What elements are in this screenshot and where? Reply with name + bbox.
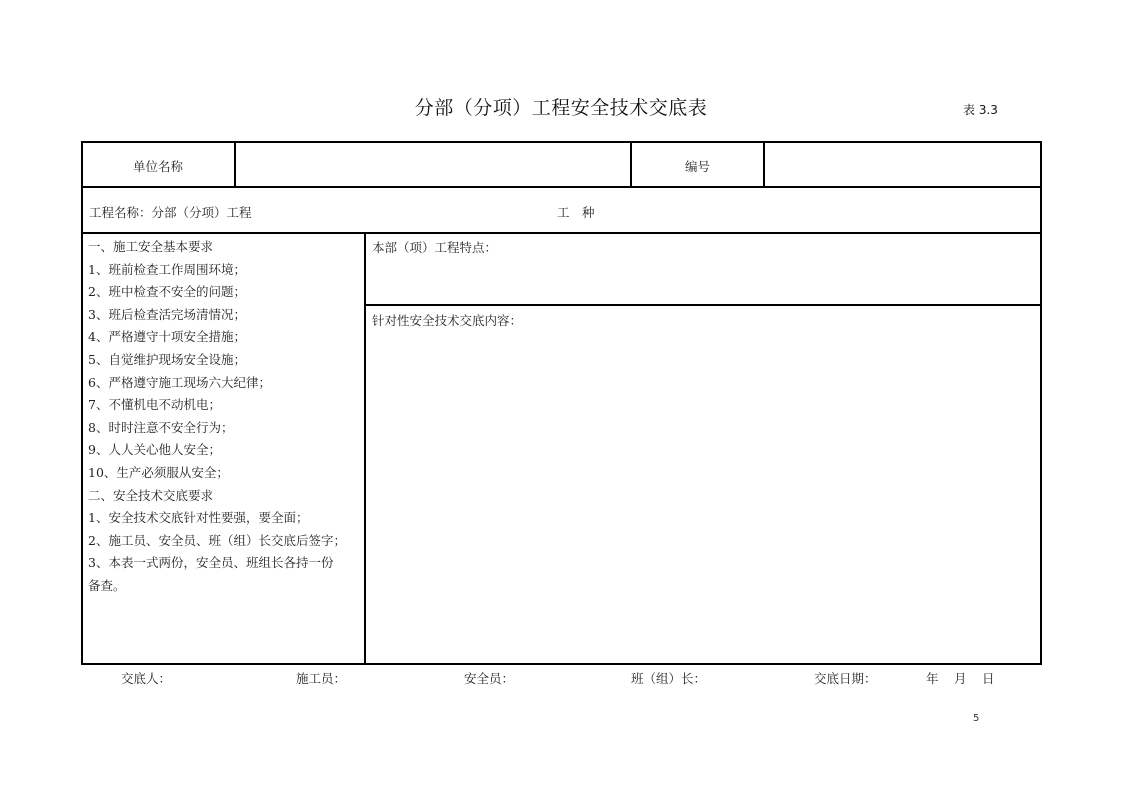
date-month: 月	[954, 671, 967, 686]
col-divider-body	[364, 232, 366, 665]
requirement-item: 6、严格遵守施工现场六大纪律；	[88, 374, 271, 390]
team-leader-label: 班（组）长：	[631, 671, 707, 686]
project-features-label: 本部（项）工程特点：	[372, 240, 498, 255]
requirement-item: 9、人人关心他人安全；	[88, 442, 221, 458]
document-title: 分部（分项）工程安全技术交底表	[414, 97, 708, 119]
requirement-item: 1、安全技术交底针对性要强，要全面；	[88, 510, 309, 526]
requirement-heading-1: 一、施工安全基本要求	[88, 239, 214, 254]
table-number: 表 3.3	[963, 103, 998, 117]
date-year: 年	[926, 671, 939, 686]
unit-name-field[interactable]	[236, 143, 629, 185]
safety-officer-label: 安全员：	[464, 671, 515, 686]
row-divider-1	[81, 186, 1042, 188]
presenter-label: 交底人：	[121, 671, 172, 686]
disclosure-content-field[interactable]	[372, 332, 1032, 657]
date-label: 交底日期：	[814, 671, 877, 686]
construction-officer-label: 施工员：	[296, 671, 347, 686]
requirement-item: 8、时时注意不安全行为；	[88, 419, 234, 435]
work-type-label: 工 种	[557, 205, 595, 220]
project-name-label: 工程名称：分部（分项）工程	[89, 205, 252, 220]
table-border-bottom	[81, 663, 1042, 665]
project-features-field[interactable]	[372, 258, 1032, 300]
requirement-item: 1、班前检查工作周围环境；	[88, 261, 246, 277]
number-field[interactable]	[765, 143, 1040, 185]
requirement-item: 备查。	[88, 577, 126, 593]
table-border-left	[81, 141, 83, 665]
requirement-item: 4、严格遵守十项安全措施；	[88, 329, 246, 345]
right-panel-divider	[364, 304, 1042, 306]
safety-requirements-list	[88, 236, 363, 598]
table-border-right	[1040, 141, 1042, 665]
signature-row	[0, 669, 1122, 687]
requirement-item: 5、自觉维护现场安全设施；	[88, 351, 246, 367]
requirement-item: 10、生产必须服从安全；	[88, 464, 229, 480]
requirement-heading-2: 二、安全技术交底要求	[88, 487, 214, 503]
requirement-item: 2、班中检查不安全的问题；	[88, 284, 246, 300]
page-number: 5	[973, 713, 980, 724]
requirement-item: 2、施工员、安全员、班（组）长交底后签字；	[88, 532, 346, 548]
number-label: 编号	[684, 159, 710, 174]
date-day: 日	[982, 671, 995, 686]
disclosure-content-label: 针对性安全技术交底内容：	[372, 313, 523, 328]
requirement-item: 7、不懂机电不动机电；	[88, 397, 221, 413]
requirement-item: 3、本表一式两份，安全员、班组长各持一份	[88, 555, 334, 571]
requirement-item: 3、班后检查活完场清情况；	[88, 306, 246, 322]
row-divider-2	[81, 232, 1042, 234]
unit-name-label: 单位名称	[132, 159, 183, 174]
